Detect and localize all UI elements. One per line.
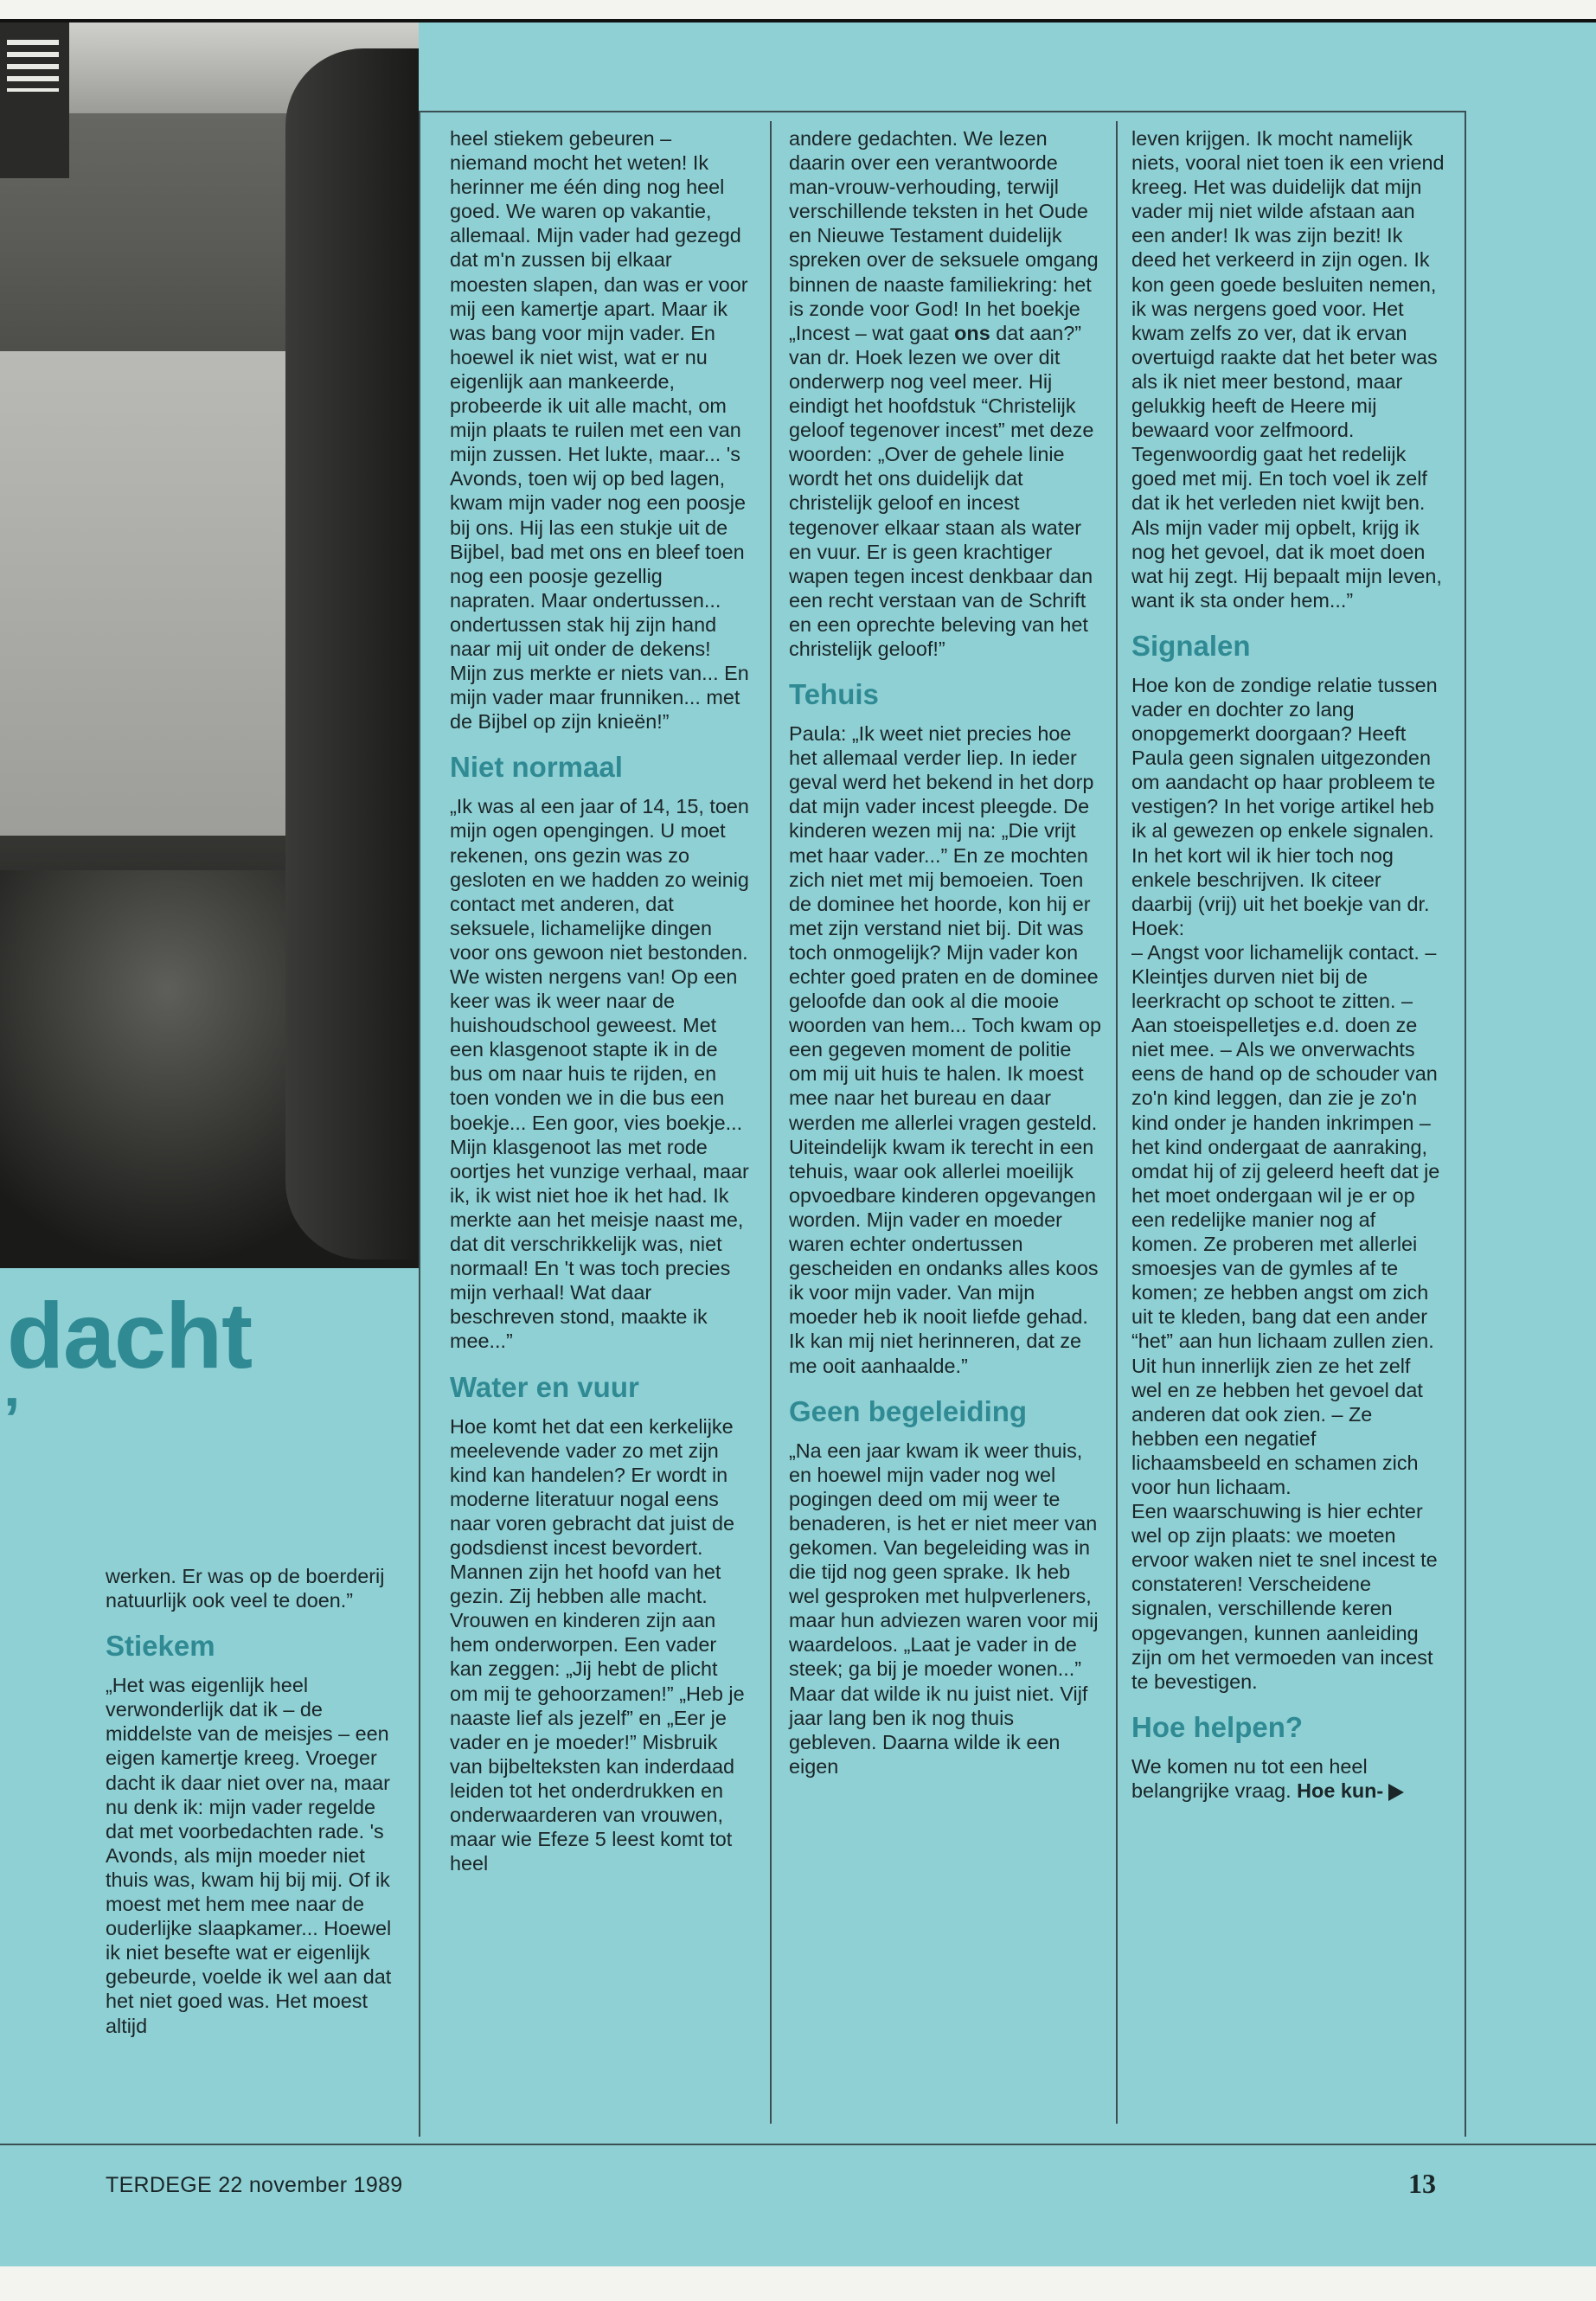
subheading-geen-begeleiding: Geen begeleiding (789, 1394, 1028, 1427)
subheading-hoe-helpen: Hoe helpen? (1131, 1710, 1304, 1743)
column-rule (1116, 121, 1118, 2124)
page-number: 13 (1408, 2168, 1436, 2199)
photo-figure (285, 48, 419, 1259)
article-photo (0, 22, 419, 1268)
paragraph: „Ik was al een jaar of 14, 15, toen mijn ogen opengingen. U moet rekenen, ons gezin was zo gesloten en we hadden zo weinig contact met anderen, dat seksuele, lichamelijke dingen voor ons gewoon niet bestonden. We wisten nergens van! Op een keer was ik weer naar de huishoudschool geweest. Met een klasgenoot stapte ik in de bus om naar huis te rijden, en toen vonden we in die bus een boekje... Een goor, vies boekje... Mijn klasgenoot las met rode oortjes het vunzige verhaal, maar ik, ik wist niet hoe ik het had. Ik merkte aan het meisje naast me, dat dit verschrikkelijk was, niet normaal! En 't was toch precies mijn verhaal! Wat daar beschreven stond, maakte ik mee...” (450, 795, 749, 1353)
column-1 (106, 1564, 408, 2038)
paragraph: „Na een jaar kwam ik weer thuis, en hoewel mijn vader nog wel pogingen deed om mij weer te benaderen, is het er niet meer van gekomen. Van begeleiding was in die tijd nog geen sprake. Ik heb wel gesproken met hulpverleners, maar hun adviezen waren voor mij waardeloos. „Laat je vader in de steek; ga bij je moeder wonen...” Maar dat wilde ik nu juist niet. Vijf jaar lang ben ik nog thuis gebleven. Daarna wilde ik een eigen (789, 1439, 1099, 1778)
subheading-tehuis: Tehuis (789, 678, 879, 711)
paragraph: Paula: „Ik weet niet precies hoe het allemaal verder liep. In ieder geval werd het bekend in het dorp dat mijn vader incest pleegde. De kinderen wezen mij na: „Die vrijt met haar vader...” En ze mochten zich niet met mij bemoeien. Toen de dominee het hoorde, kon hij er met zijn verstand niet bij. Dit was toch onmogelijk? Mijn vader kon echter goed praten en de dominee geloofde dan ook al die mooie woorden van hem... Toch kwam op een gegeven moment de politie om mij uit huis te halen. Ik moest mee naar het bureau en daar werden me allerlei vragen gesteld. Uiteindelijk kwam ik terecht in een tehuis, waar ook allerlei moeilijk opvoedbare kinderen opgevangen worden. Mijn vader en moeder waren echter ondertussen gescheiden en ondanks alles koos ik voor mijn vader. Van mijn moeder heb ik nooit liefde gehad. Ik kan mij niet herinneren, dat ze me ooit aanhaalde.” (789, 722, 1102, 1377)
text-run: We komen nu tot een heel belangrijke vraag. (1131, 1754, 1368, 1802)
paragraph: Een waarschuwing is hier echter wel op zijn plaats: we moeten ervoor waken niet te snel incest te constateren! Verscheidene signalen, verschillende keren opgevangen, kunnen aanleiding zijn om het vermoeden van incest te bevestigen. (1131, 1500, 1438, 1693)
column-4 (1131, 126, 1445, 1803)
article-headline: dacht (7, 1283, 253, 1388)
paragraph: leven krijgen. Ik mocht namelijk niets, vooral niet toen ik een vriend kreeg. Het was duidelijk dat mijn vader mij niet wilde afstaan aan een ander! Ik was zijn bezit! Ik deed het verkeerd in zijn ogen. Ik kon geen goede besluiten nemen, ik was nergens goed voor. Het kwam zelfs zo ver, dat ik ervan overtuigd raakte dat het beter was als ik niet meer bestond, maar gelukkig heeft de Heere mij bewaard voor zelfmoord. (1131, 127, 1445, 442)
column-2 (450, 126, 751, 1875)
continue-arrow-icon (1388, 1784, 1404, 1801)
text-run: dat aan?” van dr. Hoek lezen we over dit onderwerp nog veel meer. Hij eindigt het hoofdstuk “Christelijk geloof tegenover incest” met deze woorden: „Over de gehele linie wordt het ons duidelijk dat christelijk geloof en incest tegenover elkaar staan als water en vuur. Er is geen krachtiger wapen tegen incest denkbaar dan een recht verstaan van de Schrift en een oprechte beleving van het christelijk geloof!” (789, 321, 1094, 660)
paragraph: Hoe kon de zondige relatie tussen vader en dochter zo lang onopgemerkt doorgaan? Heeft Paula geen signalen uitgezonden om aandacht op haar probleem te vestigen? In het vorige artikel heb ik al gewezen op enkele signalen. In het kort wil ik hier toch nog enkele beschrijven. Ik citeer daarbij (vrij) uit het boekje van dr. Hoek: (1131, 673, 1438, 939)
text-run: andere gedachten. We lezen daarin over een verantwoorde man-vrouw-verhouding, terwijl verschillende teksten in het Oude en Nieuwe Testament duidelijk spreken over de seksuele omgang binnen de naaste familiekring: het is zonde voor God! In het boekje „Incest – wat gaat (789, 127, 1099, 344)
bold-word: Hoe kun- (1297, 1779, 1384, 1802)
subheading-niet-normaal: Niet normaal (450, 751, 623, 784)
paragraph (1131, 1754, 1445, 1803)
column-3 (789, 126, 1102, 1779)
paragraph: werken. Er was op de boerderij natuurlijk ook veel te doen.” (106, 1565, 385, 1612)
footer-rule (0, 2144, 1596, 2145)
paragraph: heel stiekem gebeuren – niemand mocht het weten! Ik herinner me één ding nog heel goed. We waren op vakantie, allemaal. Mijn vader had gezegd dat m'n zussen bij elkaar moesten slapen, dan was er voor mij een kamertje apart. Maar ik was bang voor mijn vader. En hoewel ik niet wist, wat er nu eigenlijk aan mankeerde, probeerde ik uit alle macht, om mijn plaats te ruilen met een van mijn zussen. Het lukte, maar... 's Avonds, toen wij op bed lagen, kwam mijn vader nog een poosje bij ons. Hij las een stukje uit de Bijbel, bad met ons en bleef toen nog een poosje gezellig napraten. Maar ondertussen... ondertussen stak hij zijn hand naar mij uit onder de dekens! Mijn zus merkte er niets van... En mijn vader maar frunniken... met de Bijbel op zijn knieën!” (450, 127, 749, 734)
subheading-water-en-vuur: Water en vuur (450, 1370, 639, 1403)
photo-poster (0, 22, 69, 178)
paragraph (789, 126, 1102, 661)
paragraph: Hoe komt het dat een kerkelijke meelevende vader zo met zijn kind kan handelen? Er wordt in moderne literatuur nogal eens naar voren gebracht dat juist de godsdienst incest bevordert. Mannen zijn het hoofd van het gezin. Zij hebben alle macht. Vrouwen en kinderen zijn aan hem onderworpen. Een vader kan zeggen: „Jij hebt de plicht om mij te gehoorzamen!” „Heb je naaste lief als jezelf” en „Eer je vader en je moeder!” Misbruik van bijbelteksten kan inderdaad leiden tot het onderdrukken en onderwaarderen van vrouwen, maar wie Efeze 5 leest komt tot heel (450, 1414, 745, 1875)
paragraph: – Angst voor lichamelijk contact. – Kleintjes durven niet bij de leerkracht op schoot te zitten. – Aan stoeispelletjes e.d. doen ze niet mee. – Als we onverwachts eens de hand op de schouder van zo'n kind leggen, dan zie je zo'n kind onder je handen inkrimpen – het kind ondergaat de aanraking, omdat hij of zij geleerd heeft dat je het moet ondergaan wil je er op een redelijke manier nog af komen. Ze proberen met allerlei smoesjes van de gymles af te komen; ze hebben angst om zich uit te kleden, bang dat een ander “het” aan hun lichaam zullen zien. Uit hun innerlijk zien ze het zelf wel en ze hebben het gevoel dat anderen dat ook zien. – Ze hebben een negatief lichaamsbeeld en schamen zich voor hun lichaam. (1131, 940, 1440, 1498)
paragraph: „Het was eigenlijk heel verwonderlijk dat ik – de middelste van de meisjes – een eigen kamertje kreeg. Vroeger dacht ik daar niet over na, maar nu denk ik: mijn vader regelde dat met voorbedachten rade. 's Avonds, als mijn moeder niet thuis was, kwam hij bij mij. Of ik moest met hem mee naar de ouderlijke slaapkamer... Hoewel ik niet besefte wat er eigenlijk gebeurde, voelde ik wel aan dat het niet goed was. Het moest altijd (106, 1674, 392, 2037)
subheading-stiekem: Stiekem (106, 1630, 215, 1663)
bold-word: ons (954, 321, 990, 344)
footer-publication: TERDEGE 22 november 1989 (106, 2173, 403, 2197)
headline-mark: ’ (3, 1385, 21, 1452)
paragraph: Tegenwoordig gaat het redelijk goed met mij. En toch voel ik zelf dat ik het verleden niet kwijt ben. Als mijn vader mij opbelt, krijg ik nog het gevoel, dat ik moet doen wat hij zegt. Hij bepaalt mijn leven, want ik sta onder hem...” (1131, 443, 1442, 612)
column-rule (770, 121, 772, 2124)
page-bottom-margin (0, 2266, 1596, 2301)
subheading-signalen: Signalen (1131, 629, 1251, 662)
